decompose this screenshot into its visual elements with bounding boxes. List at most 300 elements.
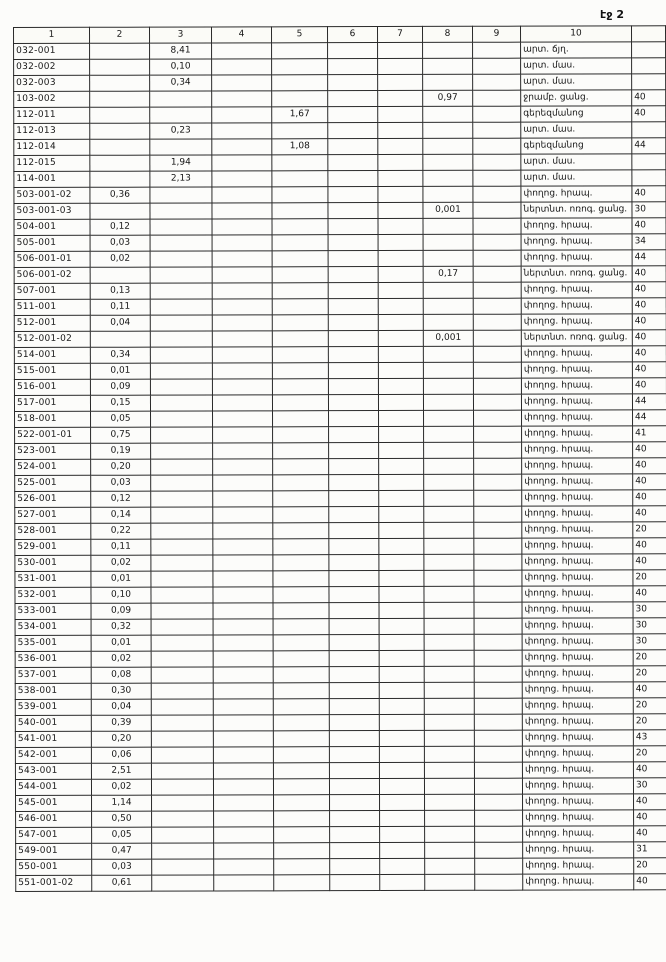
value-cell-9 [475,842,523,858]
value-cell-7 [380,810,425,826]
margin-note-cell: 40 [632,378,666,394]
row-code-cell: 112-013 [14,123,90,139]
value-cell-3 [150,91,212,107]
value-cell-5 [272,187,328,203]
value-cell-8 [424,410,474,426]
landuse-description-cell: փողոց. հրապ. [521,186,632,202]
value-cell-9 [474,410,522,426]
value-cell-9 [473,122,521,138]
value-cell-8 [423,362,473,378]
value-cell-7 [379,634,424,650]
value-cell-6 [328,219,378,235]
value-cell-7 [379,410,424,426]
table-row [15,602,666,620]
column-header [631,26,665,42]
margin-note-cell: 40 [632,186,666,202]
value-cell-4 [212,379,272,395]
value-cell-7 [378,106,423,122]
value-cell-9 [473,234,521,250]
value-cell-8 [424,538,474,554]
value-cell-2 [90,91,150,107]
value-cell-8 [424,442,474,458]
margin-note-cell [632,122,666,138]
row-code-cell: 541-001 [15,731,91,747]
value-cell-2: 0,36 [90,187,150,203]
table-row [14,314,666,332]
value-cell-5 [273,715,329,731]
value-cell-9 [475,794,523,810]
value-cell-2: 0,06 [91,747,151,763]
margin-note-cell: 40 [634,826,666,842]
value-cell-2: 0,22 [91,523,151,539]
value-cell-5 [272,331,328,347]
value-cell-8 [424,618,474,634]
value-cell-6 [328,315,378,331]
table-row [14,74,666,92]
value-cell-2: 0,05 [91,411,151,427]
row-code-cell: 551-001-02 [16,875,92,891]
value-cell-4 [212,283,272,299]
value-cell-9 [473,170,521,186]
landuse-description-cell: ներտնտ. ոռոգ. ցանց. [521,330,632,346]
margin-note-cell: 44 [632,250,666,266]
landuse-description-cell: փողոց. հրապ. [521,234,632,250]
value-cell-2: 0,19 [91,443,151,459]
margin-note-cell: 40 [633,506,666,522]
value-cell-5 [274,859,330,875]
value-cell-3 [150,107,212,123]
value-cell-8 [423,154,473,170]
value-cell-8 [423,74,473,90]
row-code-cell: 538-001 [15,683,91,699]
value-cell-8 [423,250,473,266]
column-header: 10 [520,26,631,42]
value-cell-7 [378,90,423,106]
value-cell-5 [273,555,329,571]
table-row [14,138,666,156]
value-cell-2 [90,75,150,91]
value-cell-6 [328,123,378,139]
value-cell-2: 0,14 [91,507,151,523]
landuse-description-cell: փողոց. հրապ. [522,490,633,506]
value-cell-6 [329,699,379,715]
value-cell-2: 0,01 [90,363,150,379]
value-cell-4 [213,747,273,763]
margin-note-cell: 20 [633,698,666,714]
value-cell-5 [273,523,329,539]
value-cell-2: 0,09 [90,379,150,395]
value-cell-8 [424,682,474,698]
landuse-description-cell: արտ. ճյղ. [521,42,632,58]
value-cell-4 [213,763,273,779]
value-cell-7 [379,586,424,602]
landuse-description-cell: փողոց. հրապ. [522,570,633,586]
table-row [15,618,666,636]
table-row [15,698,666,716]
value-cell-5 [273,571,329,587]
value-cell-4 [214,795,274,811]
landuse-description-cell: փողոց. հրապ. [522,522,633,538]
value-cell-9 [474,682,522,698]
value-cell-8 [424,506,474,522]
landuse-description-cell: փողոց. հրապ. [523,874,634,890]
landuse-description-cell: փողոց. հրապ. [521,314,632,330]
value-cell-6 [329,507,379,523]
value-cell-9 [474,762,522,778]
value-cell-5 [272,91,328,107]
value-cell-2 [90,267,150,283]
value-cell-9 [474,698,522,714]
margin-note-cell: 40 [632,282,666,298]
margin-note-cell: 40 [632,314,666,330]
margin-note-cell: 30 [633,618,666,634]
landuse-description-cell: փողոց. հրապ. [522,586,633,602]
table-row [15,730,666,748]
value-cell-3 [151,507,213,523]
landuse-description-cell: փողոց. հրապ. [523,826,634,842]
value-cell-6 [329,427,379,443]
value-cell-2: 0,02 [91,651,151,667]
value-cell-7 [379,730,424,746]
row-code-cell: 530-001 [15,555,91,571]
value-cell-4 [212,331,272,347]
value-cell-5 [273,427,329,443]
table-row [15,714,666,732]
value-cell-9 [475,874,523,890]
table-row [15,426,666,444]
value-cell-4 [213,731,273,747]
landuse-description-cell: փողոց. հրապ. [522,762,633,778]
value-cell-7 [378,58,423,74]
value-cell-5 [273,507,329,523]
value-cell-2 [90,139,150,155]
margin-note-cell: 40 [632,346,666,362]
value-cell-4 [213,699,273,715]
row-code-cell: 534-001 [15,619,91,635]
value-cell-3 [151,459,213,475]
value-cell-4 [212,315,272,331]
value-cell-4 [212,91,272,107]
landuse-description-cell: փողոց. հրապ. [522,746,633,762]
value-cell-8: 0,001 [423,202,473,218]
landuse-description-cell: փողոց. հրապ. [522,698,633,714]
table-row [16,794,666,812]
value-cell-7 [379,538,424,554]
value-cell-3 [151,603,213,619]
value-cell-5 [273,459,329,475]
value-cell-3 [152,811,214,827]
value-cell-6 [329,635,379,651]
value-cell-3 [150,267,212,283]
row-code-cell: 545-001 [16,795,92,811]
landuse-description-cell: արտ. մաս. [521,58,632,74]
value-cell-3 [151,555,213,571]
value-cell-5 [274,827,330,843]
column-header: 5 [272,27,328,43]
value-cell-6 [328,187,378,203]
value-cell-7 [379,746,424,762]
value-cell-8 [423,282,473,298]
table-row [15,746,666,764]
landuse-description-cell: փողոց. հրապ. [521,218,632,234]
value-cell-6 [329,715,379,731]
value-cell-6 [330,827,380,843]
value-cell-4 [212,219,272,235]
margin-note-cell: 41 [633,426,666,442]
value-cell-5 [272,123,328,139]
value-cell-7 [379,522,424,538]
value-cell-8 [424,426,474,442]
value-cell-8 [423,170,473,186]
value-cell-7 [379,506,424,522]
value-cell-9 [473,42,521,58]
value-cell-9 [475,810,523,826]
value-cell-8 [423,106,473,122]
landuse-description-cell: փողոց. հրապ. [522,506,633,522]
value-cell-3 [151,651,213,667]
row-code-cell: 505-001 [14,235,90,251]
value-cell-9 [474,458,522,474]
table-row [15,666,666,684]
value-cell-6 [328,139,378,155]
table-row [14,154,666,172]
value-cell-2: 0,50 [92,811,152,827]
value-cell-9 [473,378,521,394]
value-cell-3: 0,10 [150,59,212,75]
row-code-cell: 032-001 [14,43,90,59]
value-cell-8 [423,186,473,202]
value-cell-5 [272,251,328,267]
value-cell-6 [329,763,379,779]
margin-note-cell: 44 [632,138,666,154]
value-cell-3 [151,667,213,683]
margin-note-cell: 44 [632,394,666,410]
margin-note-cell: 34 [632,234,666,250]
value-cell-9 [474,714,522,730]
value-cell-3 [151,539,213,555]
value-cell-7 [379,650,424,666]
value-cell-2: 0,02 [91,555,151,571]
value-cell-8 [424,554,474,570]
value-cell-9 [473,186,521,202]
table-row [15,538,666,556]
value-cell-9 [473,90,521,106]
value-cell-7 [378,346,423,362]
value-cell-3 [151,683,213,699]
table-row [14,362,666,380]
table-row [14,122,666,140]
value-cell-9 [473,346,521,362]
margin-note-cell: 40 [633,474,666,490]
value-cell-2: 0,08 [91,667,151,683]
row-code-cell: 112-011 [14,107,90,123]
row-code-cell: 522-001-01 [15,427,91,443]
column-header: 7 [378,26,423,42]
value-cell-8 [424,602,474,618]
value-cell-7 [379,618,424,634]
value-cell-2: 1,14 [92,795,152,811]
value-cell-3 [151,475,213,491]
table-row [14,218,666,236]
margin-note-cell: 44 [633,410,666,426]
value-cell-4 [213,779,273,795]
margin-note-cell: 31 [634,842,666,858]
value-cell-4 [213,539,273,555]
value-cell-6 [328,267,378,283]
value-cell-5 [272,155,328,171]
value-cell-6 [330,795,380,811]
landuse-description-cell: փողոց. հրապ. [522,538,633,554]
value-cell-6 [329,619,379,635]
landuse-description-cell: փողոց. հրապ. [521,282,632,298]
value-cell-2: 0,12 [91,491,151,507]
value-cell-3 [151,619,213,635]
landuse-description-cell: փողոց. հրապ. [522,714,633,730]
value-cell-2 [90,123,150,139]
value-cell-3 [152,859,214,875]
value-cell-2: 0,01 [91,571,151,587]
margin-note-cell: 43 [633,730,666,746]
value-cell-2: 0,02 [91,779,151,795]
value-cell-6 [329,411,379,427]
margin-note-cell [632,154,666,170]
value-cell-9 [473,298,521,314]
value-cell-8 [425,842,475,858]
landuse-description-cell: փողոց. հրապ. [521,394,632,410]
column-header: 3 [150,27,212,43]
row-code-cell: 528-001 [15,523,91,539]
value-cell-7 [379,666,424,682]
row-code-cell: 535-001 [15,635,91,651]
value-cell-5 [272,43,328,59]
value-cell-3 [150,395,212,411]
value-cell-4 [212,155,272,171]
value-cell-5 [274,795,330,811]
landuse-description-cell: ջրամբ. ցանց. [521,90,632,106]
row-code-cell: 540-001 [15,715,91,731]
value-cell-6 [329,523,379,539]
value-cell-9 [474,426,522,442]
value-cell-5 [273,731,329,747]
value-cell-7 [380,874,425,890]
value-cell-4 [212,139,272,155]
landuse-description-cell: ներտնտ. ոռոգ. ցանց. [521,202,632,218]
value-cell-8 [423,234,473,250]
row-code-cell: 103-002 [14,91,90,107]
value-cell-4 [212,203,272,219]
row-code-cell: 517-001 [14,395,90,411]
landuse-description-cell: փողոց. հրապ. [523,858,634,874]
table-row [15,474,666,492]
row-code-cell: 515-001 [14,363,90,379]
value-cell-9 [474,490,522,506]
landuse-description-cell: փողոց. հրապ. [522,666,633,682]
landuse-description-cell: փողոց. հրապ. [522,650,633,666]
value-cell-7 [378,202,423,218]
margin-note-cell: 30 [633,778,666,794]
value-cell-3: 0,34 [150,75,212,91]
table-row [15,778,666,796]
table-row [14,282,666,300]
value-cell-5 [274,843,330,859]
value-cell-6 [328,203,378,219]
value-cell-2: 0,11 [91,539,151,555]
margin-note-cell: 40 [632,266,666,282]
value-cell-5 [273,635,329,651]
value-cell-5 [273,443,329,459]
value-cell-8: 0,17 [423,266,473,282]
row-code-cell: 516-001 [14,379,90,395]
value-cell-9 [474,650,522,666]
value-cell-6 [330,843,380,859]
value-cell-4 [213,427,273,443]
value-cell-7 [380,826,425,842]
margin-note-cell: 40 [632,218,666,234]
value-cell-5 [272,315,328,331]
value-cell-9 [473,250,521,266]
row-code-cell: 536-001 [15,651,91,667]
value-cell-8 [424,762,474,778]
value-cell-7 [378,42,423,58]
margin-note-cell: 20 [633,570,666,586]
value-cell-8 [424,586,474,602]
margin-note-cell: 40 [632,90,666,106]
value-cell-4 [212,187,272,203]
value-cell-2: 0,01 [91,635,151,651]
value-cell-7 [378,250,423,266]
table-row [15,490,666,508]
landuse-description-cell: փողոց. հրապ. [522,426,633,442]
value-cell-9 [473,282,521,298]
row-code-cell: 504-001 [14,219,90,235]
value-cell-4 [213,667,273,683]
margin-note-cell: 40 [632,298,666,314]
value-cell-6 [329,731,379,747]
landuse-description-cell: արտ. մաս. [521,154,632,170]
value-cell-2: 0,05 [92,827,152,843]
table-row [16,826,666,844]
table-row [15,650,666,668]
value-cell-8 [423,346,473,362]
value-cell-7 [379,426,424,442]
value-cell-7 [379,442,424,458]
value-cell-7 [379,554,424,570]
value-cell-6 [328,379,378,395]
value-cell-4 [213,619,273,635]
value-cell-4 [212,59,272,75]
table-row [14,58,666,76]
value-cell-2 [90,171,150,187]
value-cell-2: 0,75 [91,427,151,443]
landuse-description-cell: փողոց. հրապ. [522,602,633,618]
margin-note-cell: 20 [633,522,666,538]
margin-note-cell: 20 [633,650,666,666]
row-code-cell: 506-001-01 [14,251,90,267]
margin-note-cell: 40 [634,794,666,810]
table-row [15,442,666,460]
row-code-cell: 542-001 [15,747,91,763]
value-cell-6 [329,443,379,459]
landuse-description-cell: փողոց. հրապ. [522,634,633,650]
value-cell-7 [379,762,424,778]
table-row [15,506,666,524]
landuse-description-cell: փողոց. հրապ. [523,810,634,826]
value-cell-5 [272,299,328,315]
value-cell-6 [328,235,378,251]
value-cell-4 [213,683,273,699]
value-cell-9 [473,362,521,378]
margin-note-cell [632,170,666,186]
